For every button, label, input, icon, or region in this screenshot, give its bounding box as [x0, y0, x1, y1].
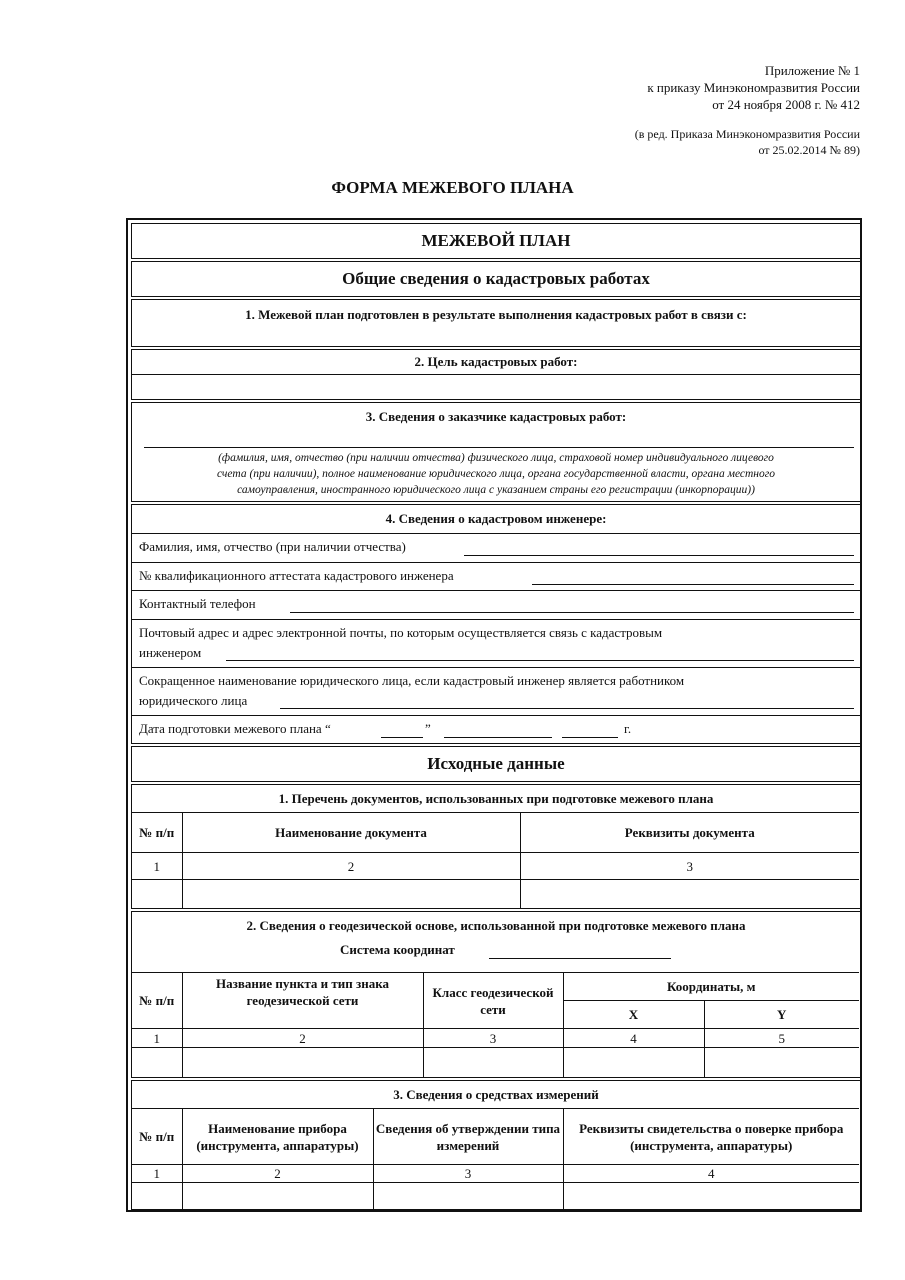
- geodetic-num-5: 5: [704, 1029, 859, 1048]
- instruments-col-num: № п/п: [132, 1109, 182, 1165]
- documents-header-row: [132, 813, 859, 853]
- geodetic-title: 2. Сведения о геодезической основе, использованной при подготовке межевого плана: [246, 918, 746, 933]
- instruments-empty-row: [132, 1183, 859, 1209]
- instruments-cell[interactable]: [132, 1183, 182, 1209]
- geodetic-num-3: 3: [423, 1029, 563, 1048]
- customer-note-line-3: самоуправления, иностранного юридического лица с указанием страны его регистрации (инкорпорации)): [237, 484, 755, 496]
- geodetic-num-2: 2: [182, 1029, 423, 1048]
- geodetic-num-4: 4: [563, 1029, 704, 1048]
- section-4-title: 4. Сведения о кадастровом инженере:: [385, 511, 607, 526]
- geodetic-section: [131, 911, 861, 1078]
- documents-num-2: 2: [182, 853, 520, 880]
- geodetic-cell[interactable]: [132, 1048, 182, 1077]
- general-title-block: [131, 261, 861, 297]
- customer-note: [132, 450, 860, 498]
- section-4: [131, 504, 861, 744]
- documents-col-num: № п/п: [132, 813, 182, 853]
- engineer-phone-row: [132, 590, 860, 619]
- section-1-title: 1. Межевой план подготовлен в результате выполнения кадастровых работ в связи с:: [245, 307, 747, 322]
- engineer-address-field[interactable]: [226, 660, 854, 661]
- source-title-block: [131, 746, 861, 782]
- engineer-fio-field[interactable]: [464, 555, 854, 556]
- engineer-address-row: [132, 619, 860, 667]
- edition-note: [635, 126, 860, 158]
- section-2: [131, 349, 861, 400]
- plan-date-year-suffix: г.: [624, 721, 632, 736]
- section-2-title: 2. Цель кадастровых работ:: [414, 354, 578, 369]
- instruments-cell[interactable]: [563, 1183, 859, 1209]
- instruments-section: [131, 1080, 861, 1210]
- documents-col-name: Наименование документа: [182, 813, 520, 853]
- plan-date-day-field[interactable]: [381, 737, 423, 738]
- engineer-legal-label-1: Сокращенное наименование юридического лица, если кадастровый инженер является работником: [139, 673, 685, 688]
- customer-input-line[interactable]: [144, 447, 854, 448]
- instruments-numbering-row: [132, 1165, 859, 1183]
- edition-line-2: от 25.02.2014 № 89): [758, 143, 860, 157]
- documents-empty-row: [132, 880, 859, 908]
- engineer-fio-row: [132, 533, 860, 562]
- plan-date-row: [132, 715, 860, 742]
- general-title: Общие сведения о кадастровых работах: [342, 269, 650, 288]
- engineer-legal-field[interactable]: [280, 708, 854, 709]
- source-title: Исходные данные: [427, 754, 565, 773]
- geodetic-numbering-row: [132, 1029, 859, 1048]
- plan-date-label: Дата подготовки межевого плана “: [139, 721, 331, 736]
- geodetic-col-name: Название пункта и тип знака геодезической сети: [182, 973, 423, 1029]
- documents-section: [131, 784, 861, 909]
- documents-numbering-row: [132, 853, 859, 880]
- engineer-phone-label: Контактный телефон: [139, 596, 256, 611]
- form-frame: [126, 218, 862, 1212]
- plan-date-year-field[interactable]: [562, 737, 618, 738]
- instruments-col-cert: Реквизиты свидетельства о поверке прибора (инструмента, аппаратуры): [563, 1109, 859, 1165]
- instruments-col-name: Наименование прибора (инструмента, аппаратуры): [182, 1109, 373, 1165]
- geodetic-cell[interactable]: [563, 1048, 704, 1077]
- documents-cell[interactable]: [132, 880, 182, 908]
- instruments-num-4: 4: [563, 1165, 859, 1183]
- section-2-value-field[interactable]: [132, 374, 860, 398]
- edition-line-1: (в ред. Приказа Минэкономразвития России: [634, 127, 860, 141]
- documents-cell[interactable]: [182, 880, 520, 908]
- engineer-attest-label: № квалификационного аттестата кадастрового инженера: [139, 568, 454, 583]
- engineer-legal-row: [132, 667, 860, 715]
- instruments-cell[interactable]: [373, 1183, 563, 1209]
- plan-title: МЕЖЕВОЙ ПЛАН: [421, 231, 571, 250]
- coord-system-label: Система координат: [340, 942, 455, 957]
- geodetic-cell[interactable]: [423, 1048, 563, 1077]
- instruments-num-2: 2: [182, 1165, 373, 1183]
- engineer-attest-field[interactable]: [532, 584, 854, 585]
- geodetic-col-coords: Координаты, м: [563, 973, 859, 1001]
- instruments-num-1: 1: [132, 1165, 182, 1183]
- geodetic-num-1: 1: [132, 1029, 182, 1048]
- geodetic-col-num: № п/п: [132, 973, 182, 1029]
- plan-date-quote: ”: [425, 721, 431, 736]
- geodetic-empty-row: [132, 1048, 859, 1077]
- instruments-cell[interactable]: [182, 1183, 373, 1209]
- section-3-title: 3. Сведения о заказчике кадастровых работ:: [365, 409, 627, 424]
- section-3: [131, 402, 861, 502]
- instruments-title: 3. Сведения о средствах измерений: [393, 1087, 599, 1102]
- form-title: ФОРМА МЕЖЕВОГО ПЛАНА: [331, 178, 574, 197]
- engineer-attest-row: [132, 562, 860, 590]
- geodetic-col-x: X: [563, 1001, 704, 1029]
- plan-date-month-field[interactable]: [444, 737, 552, 738]
- customer-note-line-2: счета (при наличии), полное наименование юридического лица, органа государственной власти, органа местного: [216, 468, 775, 480]
- documents-num-1: 1: [132, 853, 182, 880]
- appendix-date: от 24 ноября 2008 г. № 412: [712, 97, 860, 112]
- documents-col-req: Реквизиты документа: [520, 813, 859, 853]
- appendix-order: к приказу Минэкономразвития России: [647, 80, 860, 95]
- customer-note-line-1: (фамилия, имя, отчество (при наличии отчества) физического лица, страховой номер индивидуального лицевого: [218, 452, 774, 464]
- documents-title: 1. Перечень документов, использованных при подготовке межевого плана: [278, 791, 714, 806]
- instruments-table: [132, 1108, 859, 1209]
- instruments-col-type: Сведения об утверждении типа измерений: [373, 1109, 563, 1165]
- geodetic-col-class: Класс геодезической сети: [423, 973, 563, 1029]
- section-1: [131, 299, 861, 347]
- appendix-header: [647, 62, 860, 113]
- geodetic-cell[interactable]: [704, 1048, 859, 1077]
- plan-title-block: [131, 223, 861, 259]
- appendix-number: Приложение № 1: [764, 63, 860, 78]
- engineer-fio-label: Фамилия, имя, отчество (при наличии отчества): [139, 539, 406, 554]
- instruments-num-3: 3: [373, 1165, 563, 1183]
- documents-num-3: 3: [520, 853, 859, 880]
- documents-table: [132, 812, 859, 908]
- documents-cell[interactable]: [520, 880, 859, 908]
- geodetic-col-y: Y: [704, 1001, 859, 1029]
- engineer-address-label-2: инженером: [139, 645, 202, 660]
- engineer-legal-label-2: юридического лица: [139, 693, 248, 708]
- geodetic-header-row-1: [132, 973, 859, 1001]
- instruments-header-row: [132, 1109, 859, 1165]
- geodetic-cell[interactable]: [182, 1048, 423, 1077]
- geodetic-table: [132, 972, 859, 1077]
- engineer-phone-field[interactable]: [290, 612, 854, 613]
- engineer-address-label-1: Почтовый адрес и адрес электронной почты, по которым осуществляется связь с кадастровым: [139, 625, 663, 640]
- coord-system-field[interactable]: [489, 958, 671, 959]
